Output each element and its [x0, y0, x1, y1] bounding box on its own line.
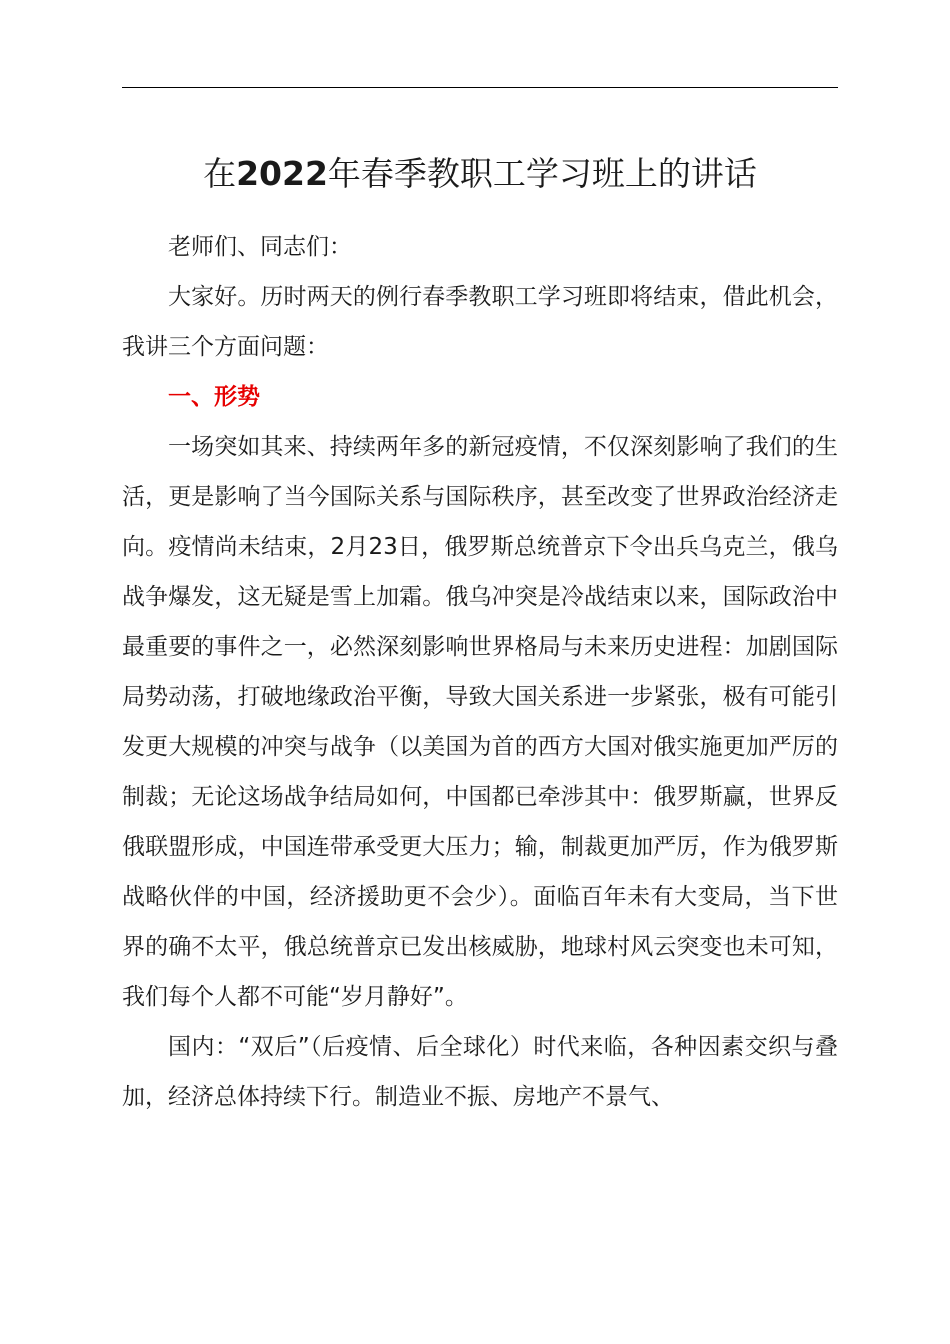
salutation: 老师们、同志们： [168, 234, 352, 260]
title-suffix: 年春季教职工学习班上的讲话 [327, 154, 757, 193]
title-prefix: 在 [203, 154, 237, 193]
header-rule [122, 87, 838, 88]
document-body [122, 222, 838, 1122]
title-year: 2022 [236, 154, 328, 193]
page-title [122, 150, 838, 198]
greeting-paragraph: 大家好。历时两天的例行春季教职工学习班即将结束，借此机会，我讲三个方面问题： [122, 284, 838, 360]
section-heading: 一、形势 [168, 384, 260, 410]
body-paragraph: 一场突如其来、持续两年多的新冠疫情，不仅深刻影响了我们的生活，更是影响了当今国际关系与国际秩序，甚至改变了世界政治经济走向。疫情尚未结束，2月23日，俄罗斯总统普京下令出兵乌克兰，俄乌战争爆发，这无疑是雪上加霜。俄乌冲突是冷战结束以来，国际政治中最重要的事件之一，必然深刻影响世界格局与未来历史进程：加剧国际局势动荡，打破地缘政治平衡，导致大国关系进一步紧张，极有可能引发更大规模的冲突与战争（以美国为首的西方大国对俄实施更加严厉的制裁；无论这场战争结局如何，中国都已牵涉其中：俄罗斯赢，世界反俄联盟形成，中国连带承受更大压力；输，制裁更加严厉，作为俄罗斯战略伙伴的中国，经济援助更不会少）。面临百年未有大变局，当下世界的确不太平，俄总统普京已发出核威胁，地球村风云突变也未可知，我们每个人都不可能“岁月静好”。 [122, 434, 838, 1010]
body-paragraph: 国内：“双后”（后疫情、后全球化）时代来临，各种因素交织与叠加，经济总体持续下行。制造业不振、房地产不景气、 [122, 1034, 838, 1110]
